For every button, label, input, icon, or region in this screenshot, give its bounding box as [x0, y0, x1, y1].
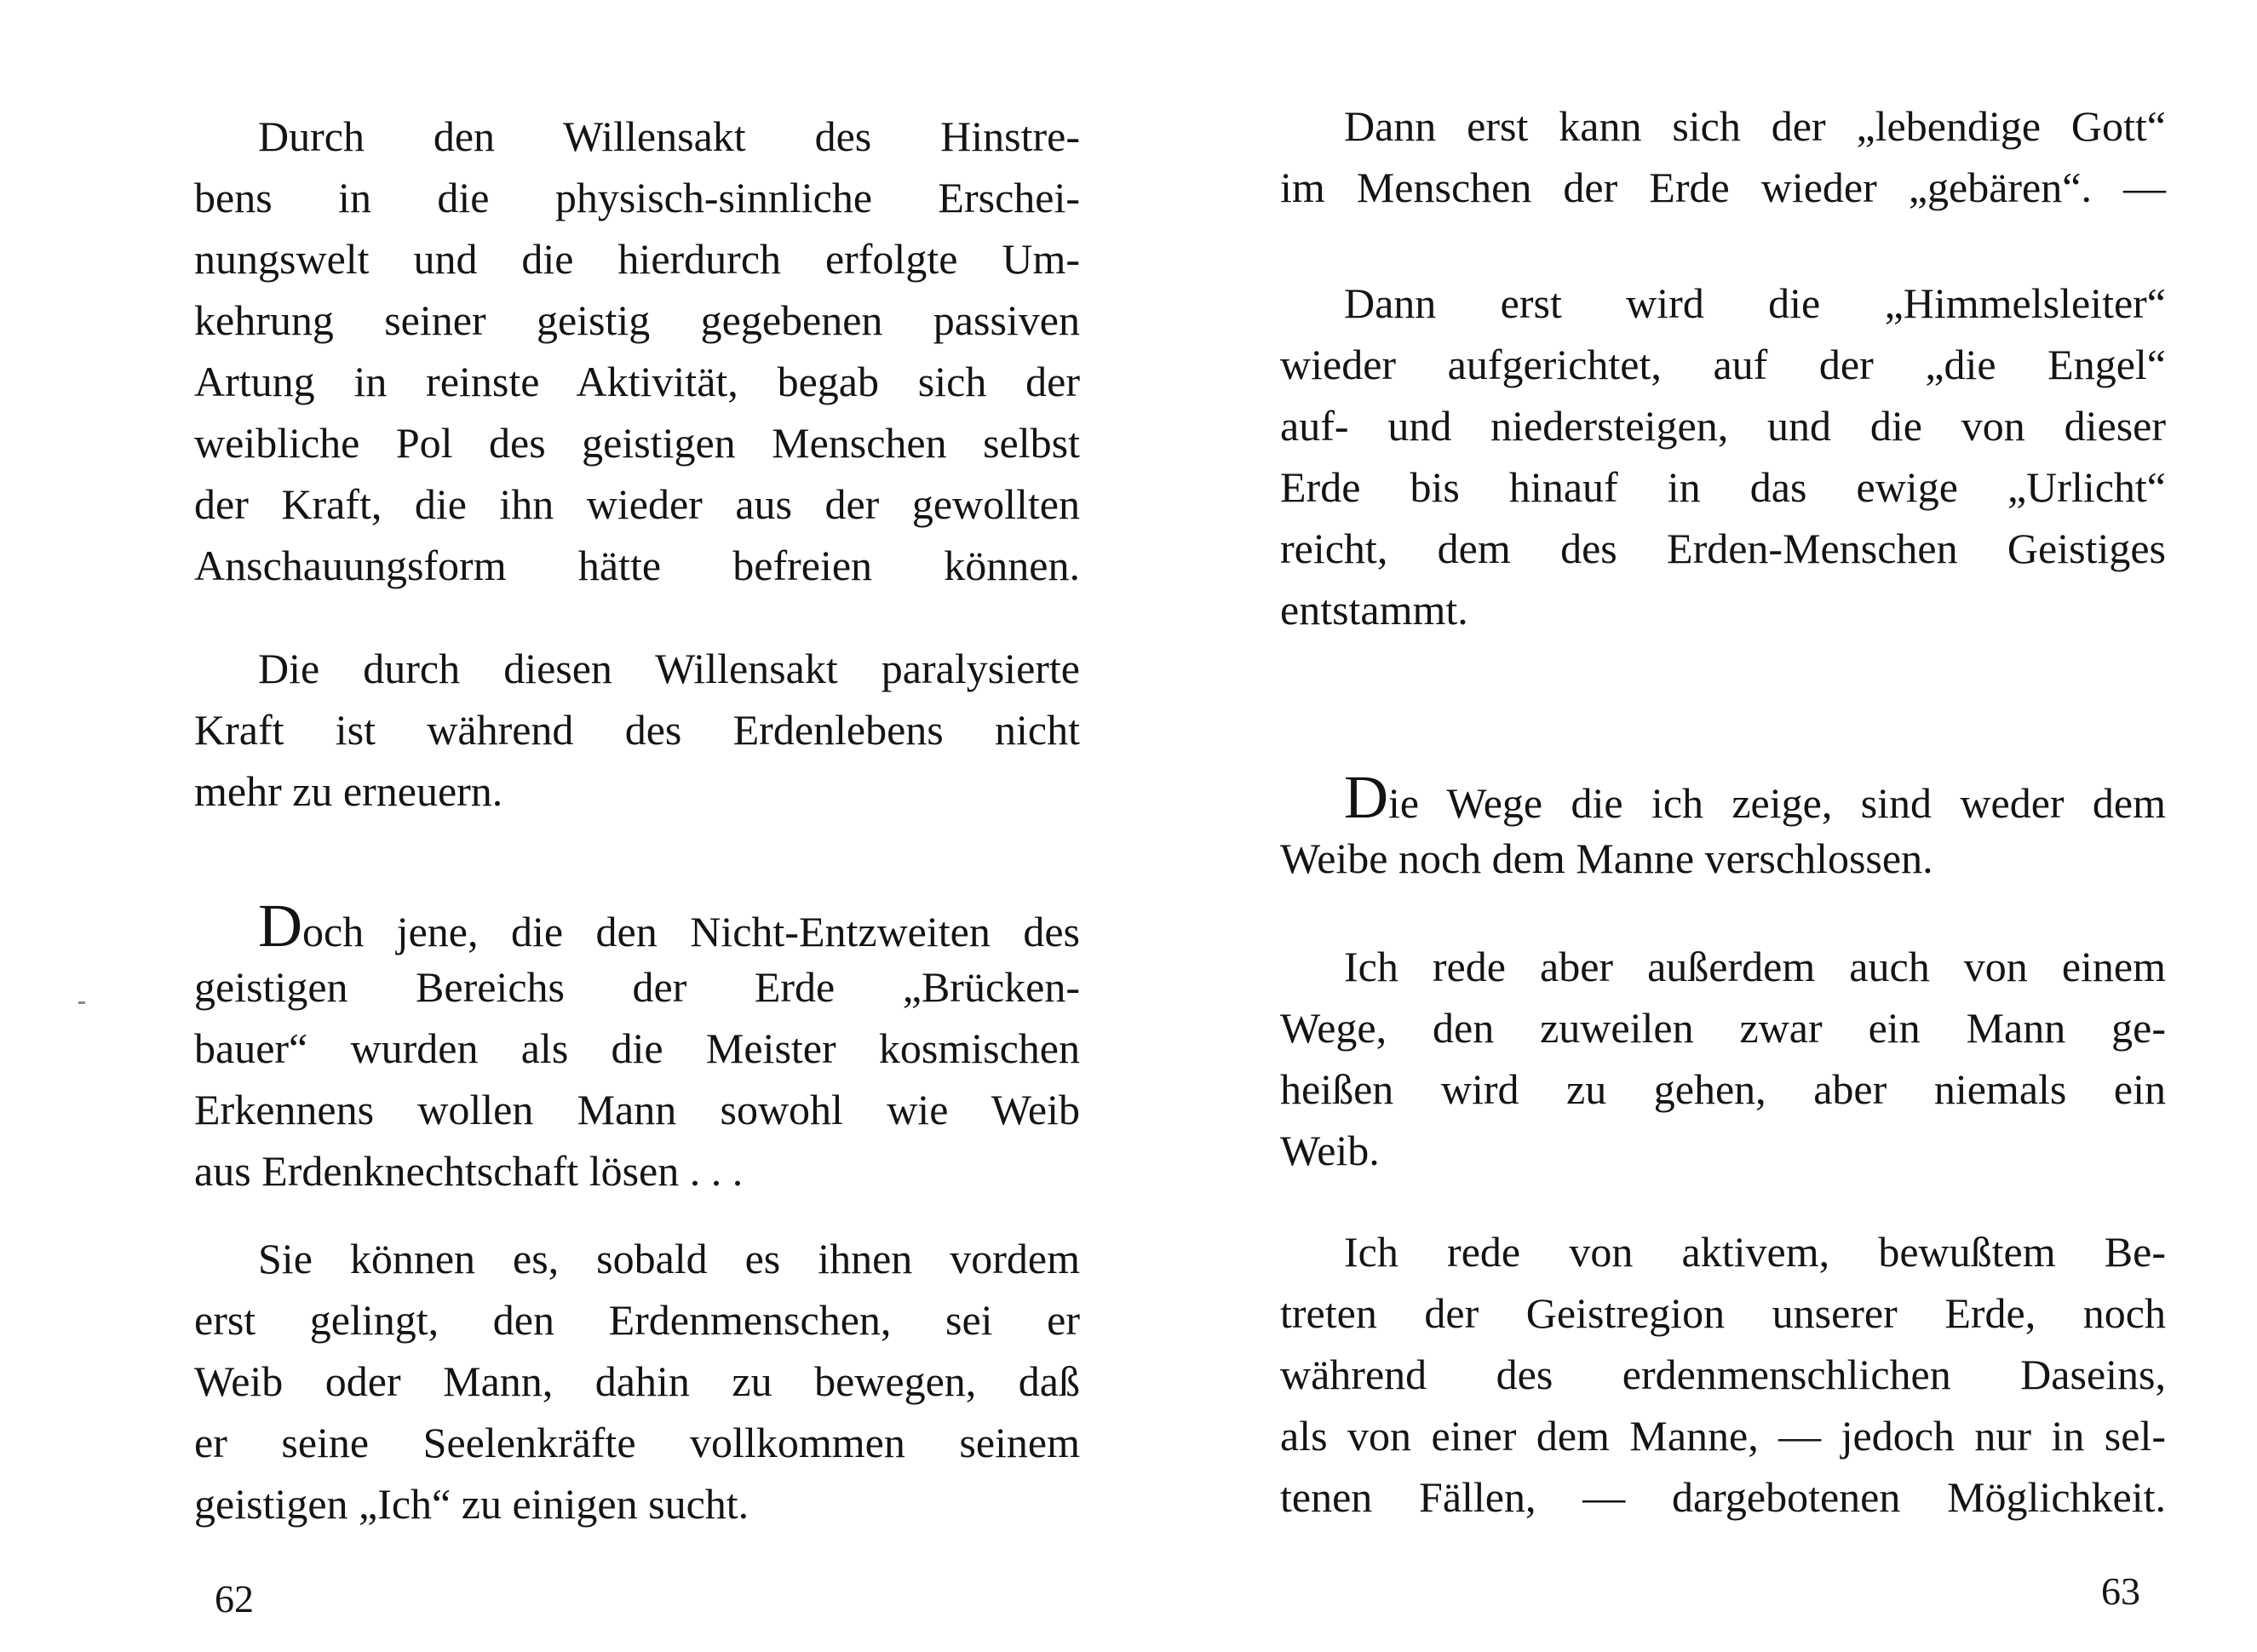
text-line: Erkennens wollen Mann sowohl wie Weib	[194, 1086, 1080, 1133]
text-line: heißen wird zu gehen, aber niemals ein	[1280, 1065, 2166, 1113]
text-line: kehrung seiner geistig gegebenen passiven	[194, 296, 1080, 344]
scan-speck	[78, 1001, 85, 1004]
text-line: weibliche Pol des geistigen Menschen selbst	[194, 419, 1080, 467]
text-line: Ich rede von aktivem, bewußtem Be-	[1344, 1228, 2166, 1276]
page-number: 63	[2101, 1569, 2140, 1613]
text-line: bens in die physisch-sinnliche Erschei-	[194, 174, 1080, 221]
text-line: wieder aufgerichtet, auf der „die Engel“	[1280, 341, 2166, 388]
left-page	[194, 0, 1080, 1652]
text-line: geistigen „Ich“ zu einigen sucht.	[194, 1480, 749, 1528]
text-line: als von einer dem Manne, — jedoch nur in sel-	[1280, 1412, 2166, 1460]
text-line: nungswelt und die hierdurch erfolgte Um-	[194, 235, 1080, 283]
text-line: Die durch diesen Willensakt paralysierte	[258, 645, 1080, 692]
text-line: Ich rede aber außerdem auch von einem	[1344, 943, 2166, 990]
text-line: Sie können es, sobald es ihnen vordem	[258, 1235, 1080, 1282]
text-line: Erde bis hinauf in das ewige „Urlicht“	[1280, 463, 2166, 511]
text-line-rest: och jene, die den Nicht-Entzweiten des	[302, 908, 1080, 955]
text-line: mehr zu erneuern.	[194, 767, 503, 815]
text-line: Durch den Willensakt des Hinstre-	[258, 112, 1080, 160]
text-line: Artung in reinste Aktivität, begab sich der	[194, 358, 1080, 405]
text-line: Weibe noch dem Manne verschlossen.	[1280, 835, 1933, 882]
right-page	[1280, 0, 2166, 1652]
text-line: Anschauungsform hätte befreien können.	[194, 542, 1080, 589]
text-line: treten der Geistregion unserer Erde, noch	[1280, 1289, 2166, 1337]
page-number: 62	[215, 1577, 254, 1620]
text-line: Kraft ist während des Erdenlebens nicht	[194, 706, 1080, 754]
text-line: Weib.	[1280, 1127, 1380, 1174]
text-line: auf- und niedersteigen, und die von dieser	[1280, 402, 2166, 450]
text-line: er seine Seelenkräfte vollkommen seinem	[194, 1419, 1080, 1466]
initial-letter: D	[258, 892, 302, 960]
text-line: aus Erdenknechtschaft lösen . . .	[194, 1147, 744, 1195]
text-line: Wege, den zuweilen zwar ein Mann ge-	[1280, 1004, 2166, 1052]
initial-letter: D	[1344, 763, 1388, 831]
text-line: der Kraft, die ihn wieder aus der gewollten	[194, 480, 1080, 528]
text-line: reicht, dem des Erden-Menschen Geistiges	[1280, 525, 2166, 572]
text-line: entstammt.	[1280, 586, 1468, 634]
text-line: Dann erst wird die „Himmelsleiter“	[1344, 279, 2166, 327]
text-line	[258, 892, 1080, 960]
text-line: während des erdenmenschlichen Daseins,	[1280, 1351, 2166, 1398]
text-line-rest: ie Wege die ich zeige, sind weder dem	[1388, 779, 2166, 827]
text-line: erst gelingt, den Erdenmenschen, sei er	[194, 1296, 1080, 1344]
text-line: Dann erst kann sich der „lebendige Gott“	[1344, 102, 2166, 150]
text-line: geistigen Bereichs der Erde „Brücken-	[194, 963, 1080, 1011]
text-line: bauer“ wurden als die Meister kosmischen	[194, 1024, 1080, 1072]
text-line	[1344, 763, 2166, 831]
text-line: im Menschen der Erde wieder „gebären“. —	[1280, 163, 2166, 211]
text-line: tenen Fällen, — dargebotenen Möglichkeit.	[1280, 1473, 2166, 1521]
text-line: Weib oder Mann, dahin zu bewegen, daß	[194, 1357, 1080, 1405]
